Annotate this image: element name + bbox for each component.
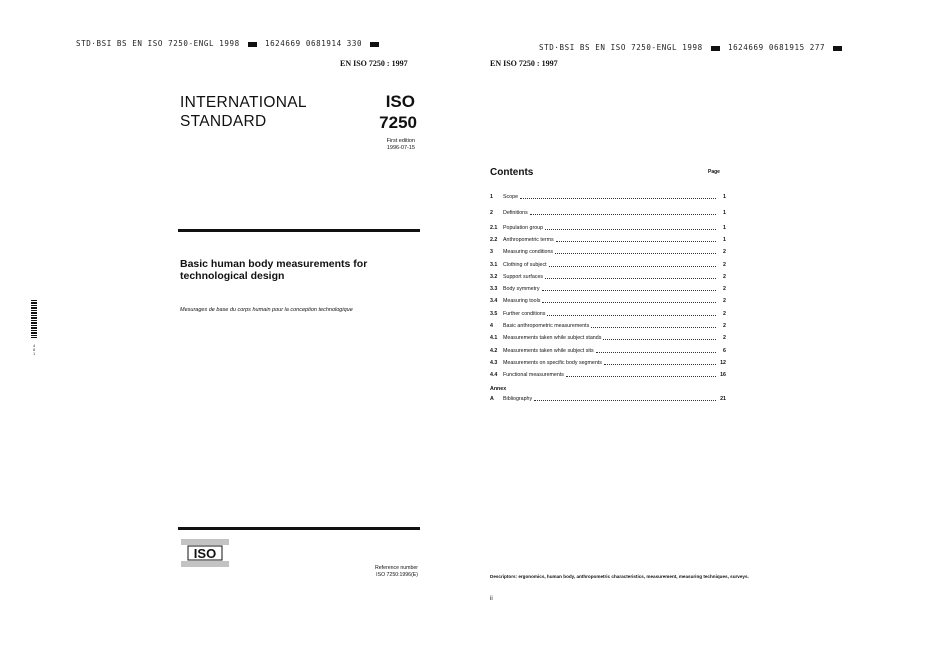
toc-entry[interactable] <box>490 359 726 368</box>
toc-entry-number: 4 <box>490 323 493 329</box>
toc-entry-number: 2 <box>490 210 493 216</box>
toc-entry-number: 4.3 <box>490 360 498 366</box>
toc-entry-number: 3.5 <box>490 311 498 317</box>
toc-entry-label: Further conditions <box>503 311 546 317</box>
heading-line-1: INTERNATIONAL <box>180 94 307 111</box>
toc-entry-label: Anthropometric terms <box>503 237 554 243</box>
heading-line-2: STANDARD <box>180 113 267 130</box>
toc-entry-number: 3.1 <box>490 262 498 268</box>
edition-info <box>387 138 415 152</box>
toc-entry-number: 2.1 <box>490 225 498 231</box>
toc-entry[interactable] <box>490 371 726 380</box>
toc-entry-page: 1 <box>723 194 726 200</box>
toc-entry-page: 6 <box>723 348 726 354</box>
reference-number-block <box>375 565 418 578</box>
toc-leader-dots <box>542 297 716 303</box>
toc-leader-dots <box>534 395 716 401</box>
toc-entry[interactable] <box>490 209 726 218</box>
right-page <box>475 0 950 672</box>
toc-leader-dots <box>549 261 716 267</box>
toc-entry-page: 21 <box>720 396 726 402</box>
toc-entry-page: 2 <box>723 274 726 280</box>
doc-heading <box>180 93 307 131</box>
scan-block-mark <box>248 42 257 47</box>
toc-entry-label: Scope <box>503 194 519 200</box>
toc-entry-page: 2 <box>723 249 726 255</box>
edition-date: 1996-07-15 <box>386 145 415 151</box>
toc-entry-label: Support surfaces <box>503 274 544 280</box>
toc-entry-number: 4.1 <box>490 335 498 341</box>
toc-leader-dots <box>530 209 716 215</box>
toc-entry[interactable] <box>490 347 726 356</box>
toc-entry[interactable] <box>490 322 726 331</box>
scan-block-mark <box>370 42 379 47</box>
toc-entry[interactable] <box>490 273 726 282</box>
edition-label: First edition <box>386 138 415 144</box>
title-rule-top <box>178 229 420 232</box>
toc-entry-number: 1 <box>490 194 493 200</box>
standard-ref: EN ISO 7250 : 1997 <box>340 59 408 68</box>
iso-logo-text: ISO <box>193 546 217 561</box>
toc-leader-dots <box>545 273 716 279</box>
toc-entry-label: Measurements taken while subject stands <box>503 335 602 341</box>
toc-leader-dots <box>542 285 717 291</box>
toc-entry[interactable] <box>490 395 726 404</box>
toc-entry-page: 2 <box>723 262 726 268</box>
toc-entry-number: 3 <box>490 249 493 255</box>
iso-label: ISO <box>385 92 415 111</box>
scan-header-codes: 1624669 0681915 277 <box>727 43 826 52</box>
toc-entry-page: 2 <box>723 311 726 317</box>
toc-leader-dots <box>596 347 716 353</box>
toc-entry[interactable] <box>490 248 726 257</box>
toc-entry-number: 3.4 <box>490 298 498 304</box>
toc-entry-label: Measuring tools <box>503 298 541 304</box>
toc-leader-dots <box>591 322 716 328</box>
toc-entry-label: Measuring conditions <box>503 249 554 255</box>
barcode <box>31 300 37 338</box>
toc-entry-number: 4.2 <box>490 348 498 354</box>
toc-entry[interactable] <box>490 334 726 343</box>
reference-label: Reference number <box>375 565 418 571</box>
reference-number: ISO 7250:1996(E) <box>376 571 418 578</box>
toc-entry[interactable] <box>490 236 726 245</box>
toc-leader-dots <box>603 334 716 340</box>
toc-entry[interactable] <box>490 193 726 202</box>
toc-entry-page: 2 <box>723 335 726 341</box>
scan-header <box>76 39 382 48</box>
toc-leader-dots <box>604 359 716 365</box>
page-number: ii <box>490 596 493 602</box>
descriptors-text: ergonomics, human body, anthropometric characteristics, measurement, measuring techniques, surveys. <box>518 574 749 579</box>
scan-block-mark <box>711 46 720 51</box>
toc-leader-dots <box>545 224 716 230</box>
toc-entry[interactable] <box>490 261 726 270</box>
toc-entry[interactable] <box>490 224 726 233</box>
page-column-label: Page <box>708 169 720 175</box>
toc-entry[interactable] <box>490 310 726 319</box>
scan-header <box>539 43 845 52</box>
scan-header-codes: 1624669 0681914 330 <box>264 39 363 48</box>
toc-entry-page: 1 <box>723 225 726 231</box>
contents-title: Contents <box>490 167 534 178</box>
margin-marks-text: 4 8 1 <box>33 343 36 356</box>
annex-label: Annex <box>490 386 507 392</box>
toc-entry-label: Functional measurements <box>503 372 564 378</box>
toc-entry-label: Clothing of subject <box>503 262 547 268</box>
toc-entry[interactable] <box>490 285 726 294</box>
toc-entry-number: 2.2 <box>490 237 498 243</box>
scan-header-text: STD·BSI BS EN ISO 7250-ENGL 1998 <box>76 39 240 48</box>
descriptors-label: Descriptors: <box>490 574 518 579</box>
toc-entry-label: Measurements on specific body segments <box>503 360 602 366</box>
descriptors <box>490 574 749 579</box>
toc-leader-dots <box>566 371 716 377</box>
toc-entry-label: Measurements taken while subject sits <box>503 348 594 354</box>
toc-entry-label: Population group <box>503 225 544 231</box>
toc-entry-page: 2 <box>723 298 726 304</box>
toc-entry-page: 2 <box>723 323 726 329</box>
toc-entry-page: 2 <box>723 286 726 292</box>
toc-entry-page: 16 <box>720 372 726 378</box>
toc-entry-page: 1 <box>723 210 726 216</box>
toc-entry-number: 4.4 <box>490 372 498 378</box>
toc-leader-dots <box>547 310 716 316</box>
toc-entry-label: Definitions <box>503 210 528 216</box>
french-title: Mesurages de base du corps humain pour la conception technologique <box>180 307 353 313</box>
margin-marks <box>33 344 35 356</box>
toc-entry-number: 3.2 <box>490 274 498 280</box>
toc-entry-label: Body symmetry <box>503 286 540 292</box>
toc-entry-page: 12 <box>720 360 726 366</box>
toc-entry-number: 3.3 <box>490 286 498 292</box>
standard-ref: EN ISO 7250 : 1997 <box>490 59 558 68</box>
toc-leader-dots <box>555 248 716 254</box>
iso-logo <box>180 537 230 569</box>
iso-number: 7250 <box>379 113 417 132</box>
toc-entry-label: Basic anthropometric measurements <box>503 323 590 329</box>
toc-entry-page: 1 <box>723 237 726 243</box>
doc-title: Basic human body measurements for technological design <box>180 258 368 282</box>
footer-rule <box>178 527 420 530</box>
toc-entry[interactable] <box>490 297 726 306</box>
scan-header-text: STD·BSI BS EN ISO 7250-ENGL 1998 <box>539 43 703 52</box>
toc-leader-dots <box>556 236 716 242</box>
scan-block-mark <box>833 46 842 51</box>
toc-entry-number: A <box>490 396 494 402</box>
toc-leader-dots <box>520 193 716 199</box>
toc-entry-label: Bibliography <box>503 396 533 402</box>
